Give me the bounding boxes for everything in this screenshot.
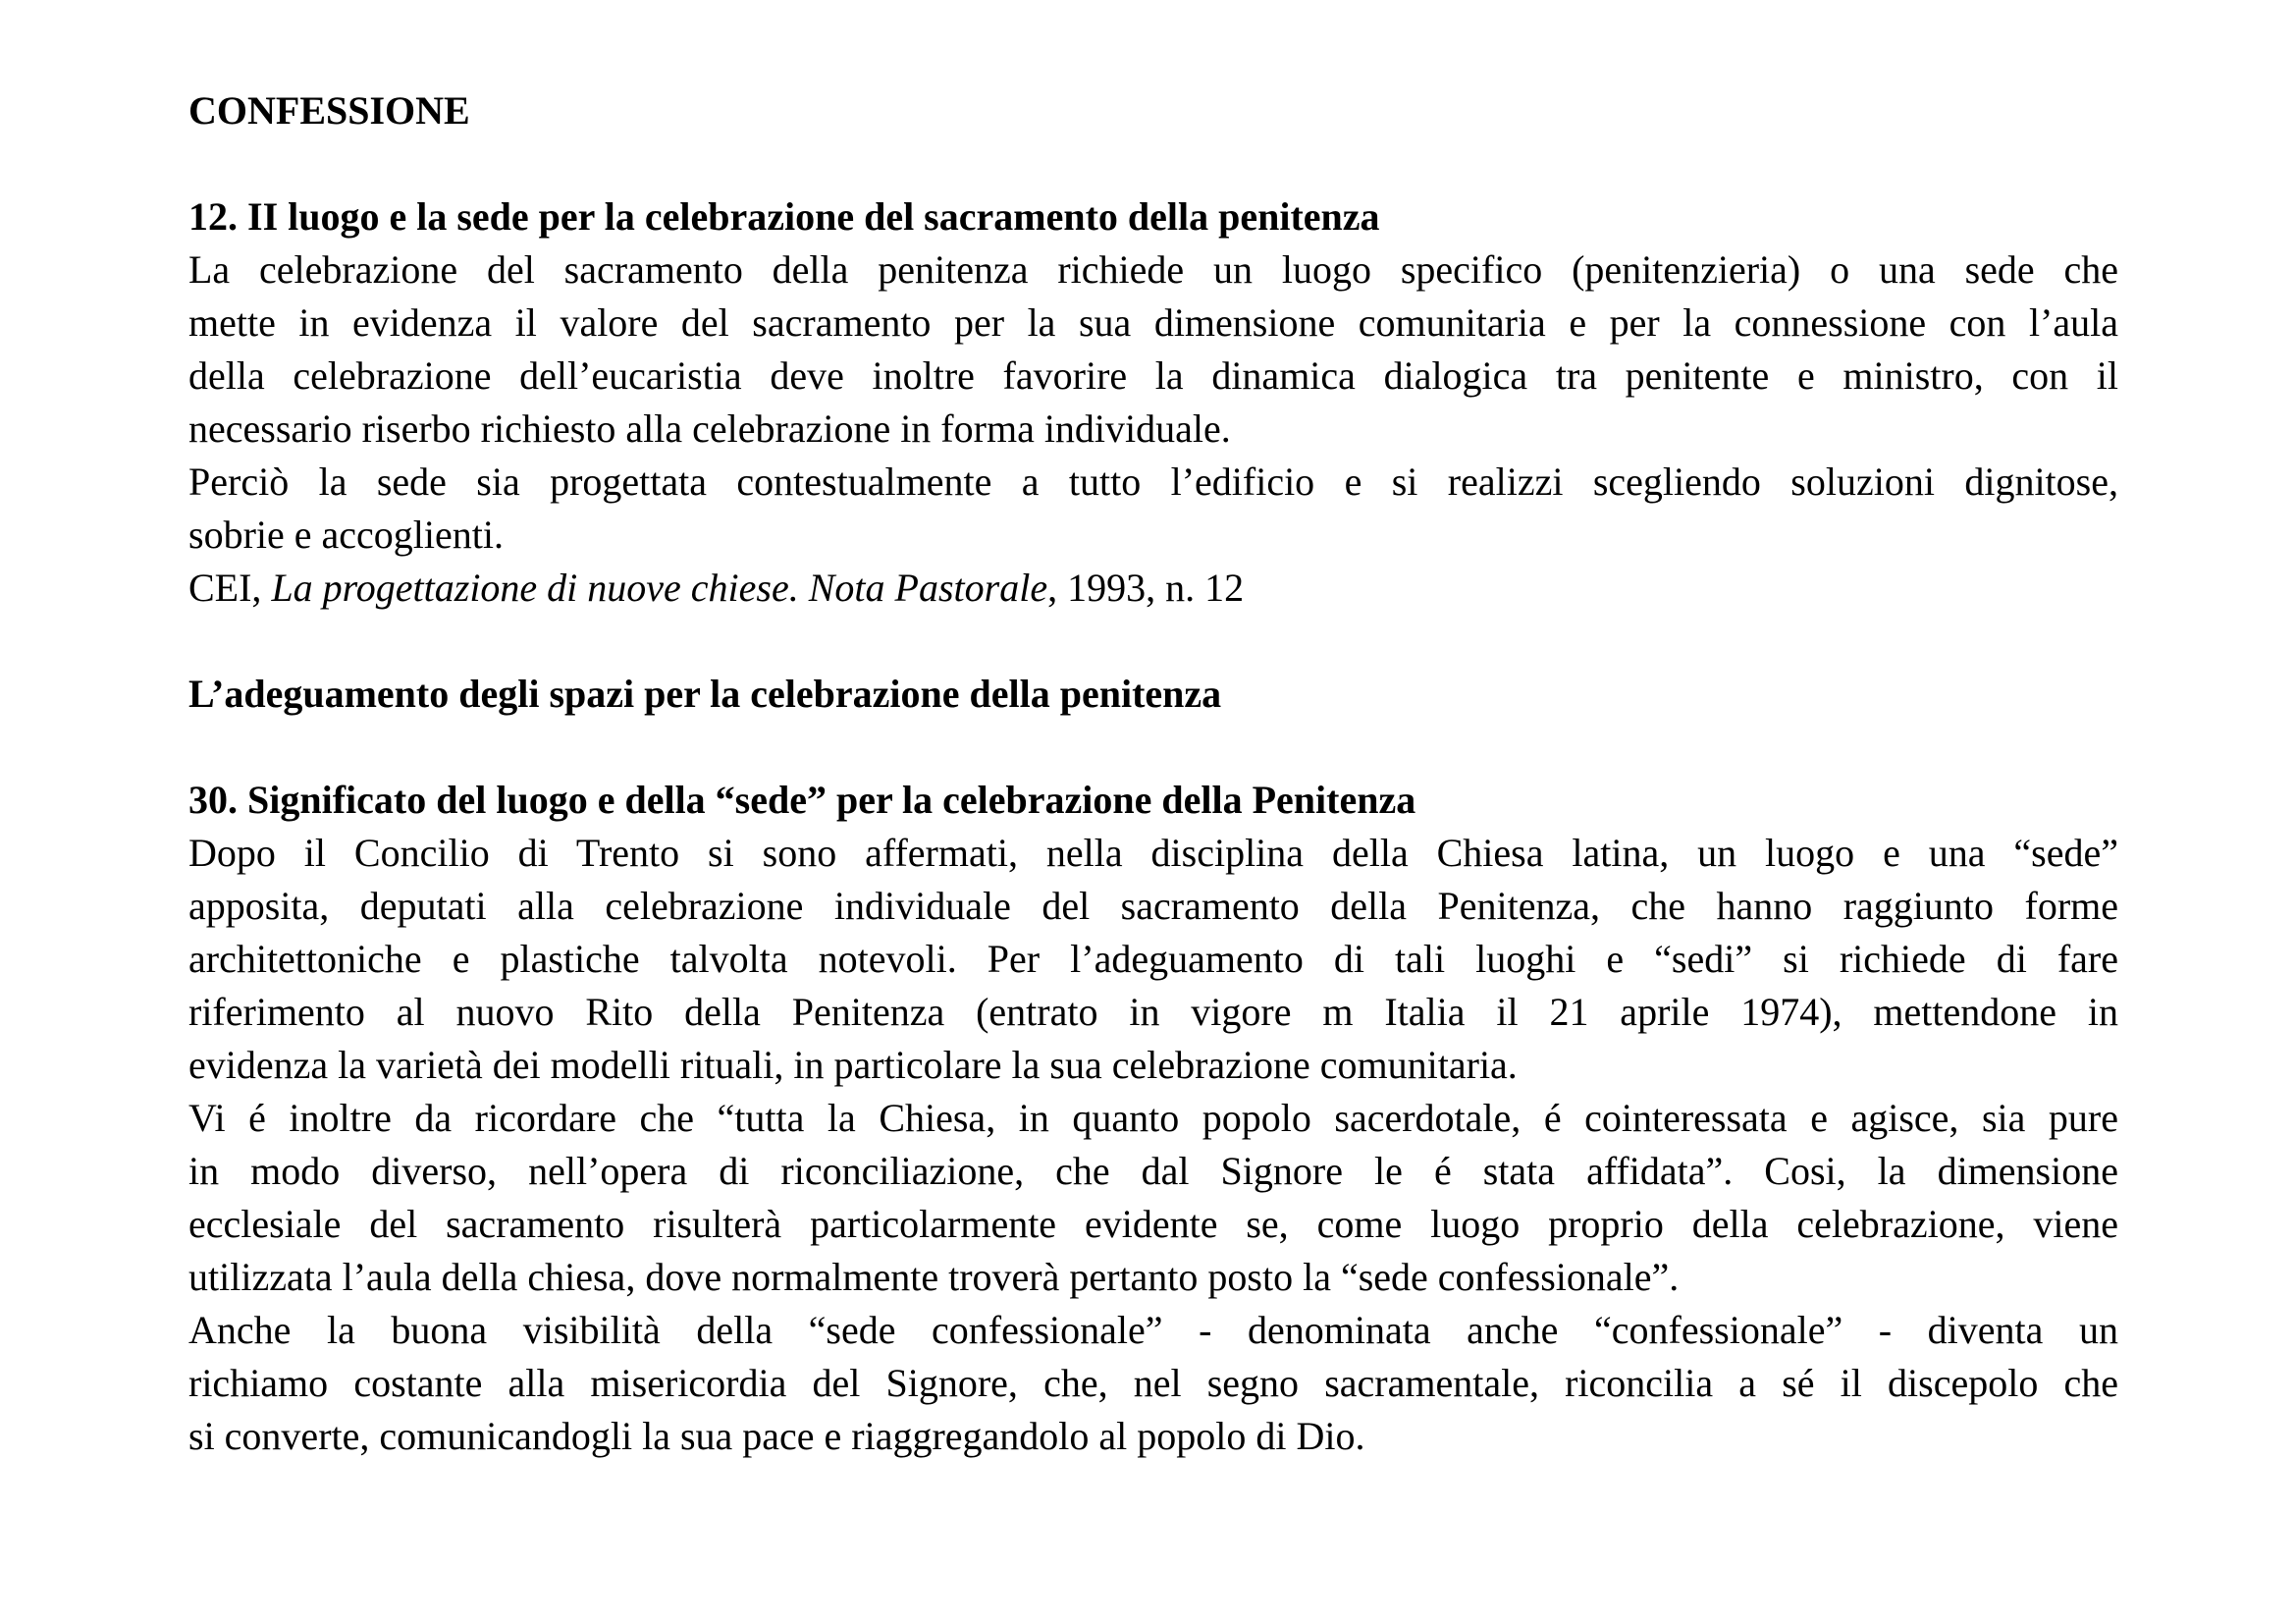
citation — [188, 562, 2118, 615]
spacer — [188, 615, 2118, 668]
document-subtitle: L’adeguamento degli spazi per la celebrazione della penitenza — [188, 672, 1222, 716]
text-line: sobrie e accoglienti. — [188, 513, 504, 557]
text-line: apposita, deputati alla celebrazione individuale del sacramento della Penitenza, che hanno raggiunto forme — [188, 884, 2118, 928]
spacer — [188, 137, 2118, 190]
text-line: necessario riserbo richiesto alla celebrazione in forma individuale. — [188, 406, 1231, 451]
text-line: riferimento al nuovo Rito della Penitenza (entrato in vigore m Italia il 21 aprile 1974), mettendone in — [188, 990, 2118, 1034]
section-12-paragraph-2 — [188, 456, 2118, 562]
text-line: utilizzata l’aula della chiesa, dove normalmente troverà pertanto posto la “sede confessionale”. — [188, 1255, 1680, 1299]
text-line: Perciò la sede sia progettata contestualmente a tutto l’edificio e si realizzi scegliendo soluzioni dignitose, — [188, 460, 2118, 504]
section-30-paragraph-1 — [188, 827, 2118, 1092]
text-line: ecclesiale del sacramento risulterà particolarmente evidente se, come luogo proprio della celebrazione, viene — [188, 1202, 2118, 1246]
text-line: Dopo il Concilio di Trento si sono affermati, nella disciplina della Chiesa latina, un luogo e una “sede” — [188, 831, 2118, 875]
text-line: Anche la buona visibilità della “sede confessionale” - denominata anche “confessionale” - diventa un — [188, 1308, 2118, 1352]
text-line: architettoniche e plastiche talvolta notevoli. Per l’adeguamento di tali luoghi e “sedi” si richiede di fare — [188, 937, 2118, 981]
text-line: si converte, comunicandogli la sua pace e riaggregandolo al popolo di Dio. — [188, 1414, 1365, 1458]
text-line: evidenza la varietà dei modelli rituali, in particolare la sua celebrazione comunitaria. — [188, 1043, 1518, 1087]
section-30-heading: 30. Significato del luogo e della “sede” per la celebrazione della Penitenza — [188, 778, 1416, 822]
document-title: CONFESSIONE — [188, 88, 470, 133]
section-12 — [188, 190, 2118, 615]
text-line: richiamo costante alla misericordia del Signore, che, nel segno sacramentale, riconcilia a sé il discepolo che — [188, 1361, 2118, 1405]
section-12-paragraph-1 — [188, 243, 2118, 456]
citation-title: La progettazione di nuove chiese. Nota Pastorale — [271, 566, 1048, 610]
text-line: Vi é inoltre da ricordare che “tutta la Chiesa, in quanto popolo sacerdotale, é cointeressata e agisce, sia pure — [188, 1096, 2118, 1140]
text-line: La celebrazione del sacramento della penitenza richiede un luogo specifico (penitenzieria) o una sede che — [188, 247, 2118, 292]
section-12-heading: 12. II luogo e la sede per la celebrazione del sacramento della penitenza — [188, 194, 1380, 239]
text-line: mette in evidenza il valore del sacramento per la sua dimensione comunitaria e per la connessione con l’aula — [188, 300, 2118, 345]
section-30-paragraph-2 — [188, 1092, 2118, 1304]
text-line: della celebrazione dell’eucaristia deve inoltre favorire la dinamica dialogica tra penitente e ministro, con il — [188, 353, 2118, 398]
spacer — [188, 721, 2118, 774]
section-30 — [188, 774, 2118, 1463]
document-body — [188, 84, 2118, 1463]
citation-suffix: , 1993, n. 12 — [1047, 566, 1245, 610]
section-30-paragraph-3 — [188, 1304, 2118, 1463]
text-line: in modo diverso, nell’opera di riconciliazione, che dal Signore le é stata affidata”. Cosi, la dimensione — [188, 1149, 2118, 1193]
citation-prefix: CEI, — [188, 566, 272, 610]
